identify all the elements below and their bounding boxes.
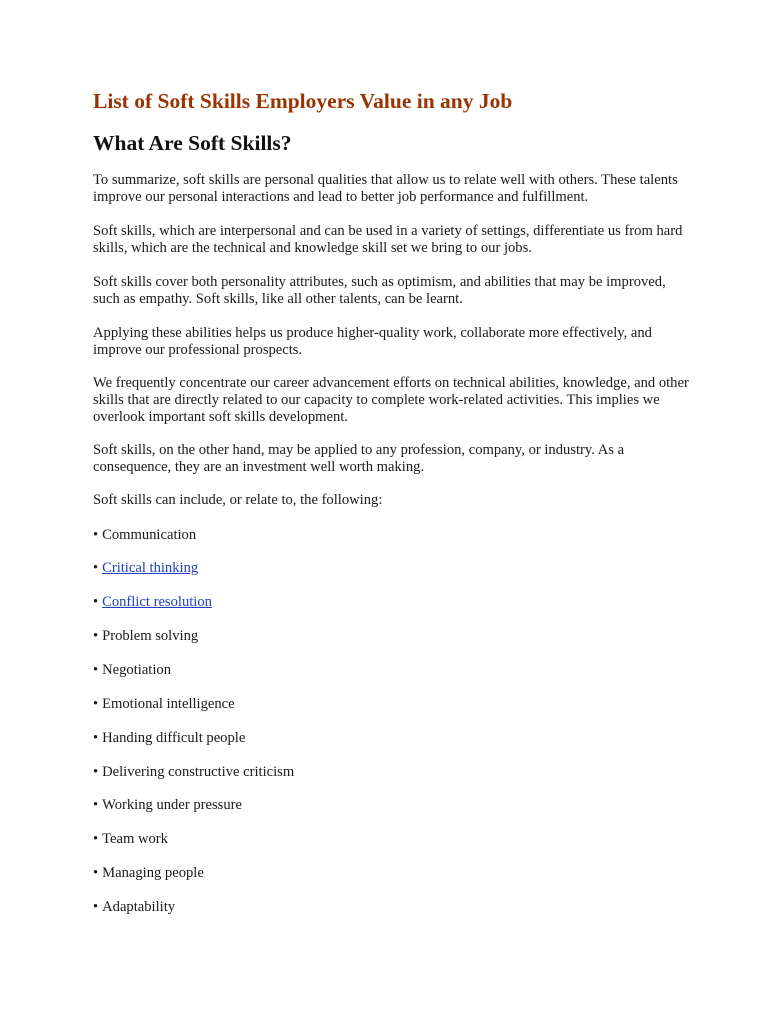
bullet-icon: • bbox=[93, 797, 99, 813]
list-item bbox=[93, 730, 245, 747]
bullet-icon: • bbox=[93, 628, 99, 644]
skill-communication: Communication bbox=[102, 527, 197, 543]
skill-handling-difficult-people: Handing difficult people bbox=[102, 730, 246, 746]
conflict-resolution-link[interactable]: Conflict resolution bbox=[102, 594, 212, 610]
list-item bbox=[93, 628, 198, 645]
critical-thinking-link[interactable]: Critical thinking bbox=[102, 560, 199, 576]
skill-adaptability: Adaptability bbox=[102, 899, 176, 915]
skill-working-under-pressure: Working under pressure bbox=[102, 797, 242, 813]
paragraph-career: We frequently concentrate our career advancement efforts on technical abilities, knowledge, and other skills that are directly related to our capacity to complete work-related activities. This implies we overlook important soft skills development. bbox=[93, 375, 689, 425]
paragraph-attributes: Soft skills cover both personality attributes, such as optimism, and abilities that may be improved, such as empathy. Soft skills, like all other talents, can be learnt. bbox=[93, 274, 666, 307]
list-item bbox=[93, 764, 294, 781]
skill-constructive-criticism: Delivering constructive criticism bbox=[102, 764, 295, 780]
bullet-icon: • bbox=[93, 730, 99, 746]
section-heading: What Are Soft Skills? bbox=[93, 131, 292, 155]
skill-emotional-intelligence: Emotional intelligence bbox=[102, 696, 235, 712]
list-item bbox=[93, 560, 198, 577]
paragraph-applying: Applying these abilities helps us produce higher-quality work, collaborate more effectively, and improve our professional prospects. bbox=[93, 325, 652, 358]
list-item bbox=[93, 797, 242, 814]
document-title: List of Soft Skills Employers Value in any Job bbox=[93, 89, 513, 113]
list-item bbox=[93, 662, 171, 679]
skill-problem-solving: Problem solving bbox=[102, 628, 199, 644]
bullet-icon: • bbox=[93, 560, 99, 576]
bullet-icon: • bbox=[93, 594, 99, 610]
list-item bbox=[93, 831, 168, 848]
bullet-icon: • bbox=[93, 662, 99, 678]
bullet-icon: • bbox=[93, 831, 99, 847]
bullet-icon: • bbox=[93, 696, 99, 712]
list-item bbox=[93, 865, 204, 882]
skill-negotiation: Negotiation bbox=[102, 662, 172, 678]
paragraph-interpersonal: Soft skills, which are interpersonal and can be used in a variety of settings, differentiate us from hard skills, which are the technical and knowledge skill set we bring to our jobs. bbox=[93, 223, 683, 256]
bullet-icon: • bbox=[93, 865, 99, 881]
paragraph-list-intro: Soft skills can include, or relate to, the following: bbox=[93, 492, 383, 508]
skill-managing-people: Managing people bbox=[102, 865, 204, 881]
list-item bbox=[93, 594, 212, 611]
list-item bbox=[93, 696, 235, 713]
list-item bbox=[93, 527, 196, 544]
paragraph-summary: To summarize, soft skills are personal qualities that allow us to relate well with others. These talents improve our personal interactions and lead to better job performance and fulfillment. bbox=[93, 172, 678, 205]
list-item bbox=[93, 899, 175, 916]
bullet-icon: • bbox=[93, 899, 99, 915]
skill-team-work: Team work bbox=[102, 831, 168, 847]
bullet-icon: • bbox=[93, 764, 99, 780]
bullet-icon: • bbox=[93, 527, 99, 543]
paragraph-investment: Soft skills, on the other hand, may be applied to any profession, company, or industry. As a consequence, they are an investment well worth making. bbox=[93, 442, 625, 475]
